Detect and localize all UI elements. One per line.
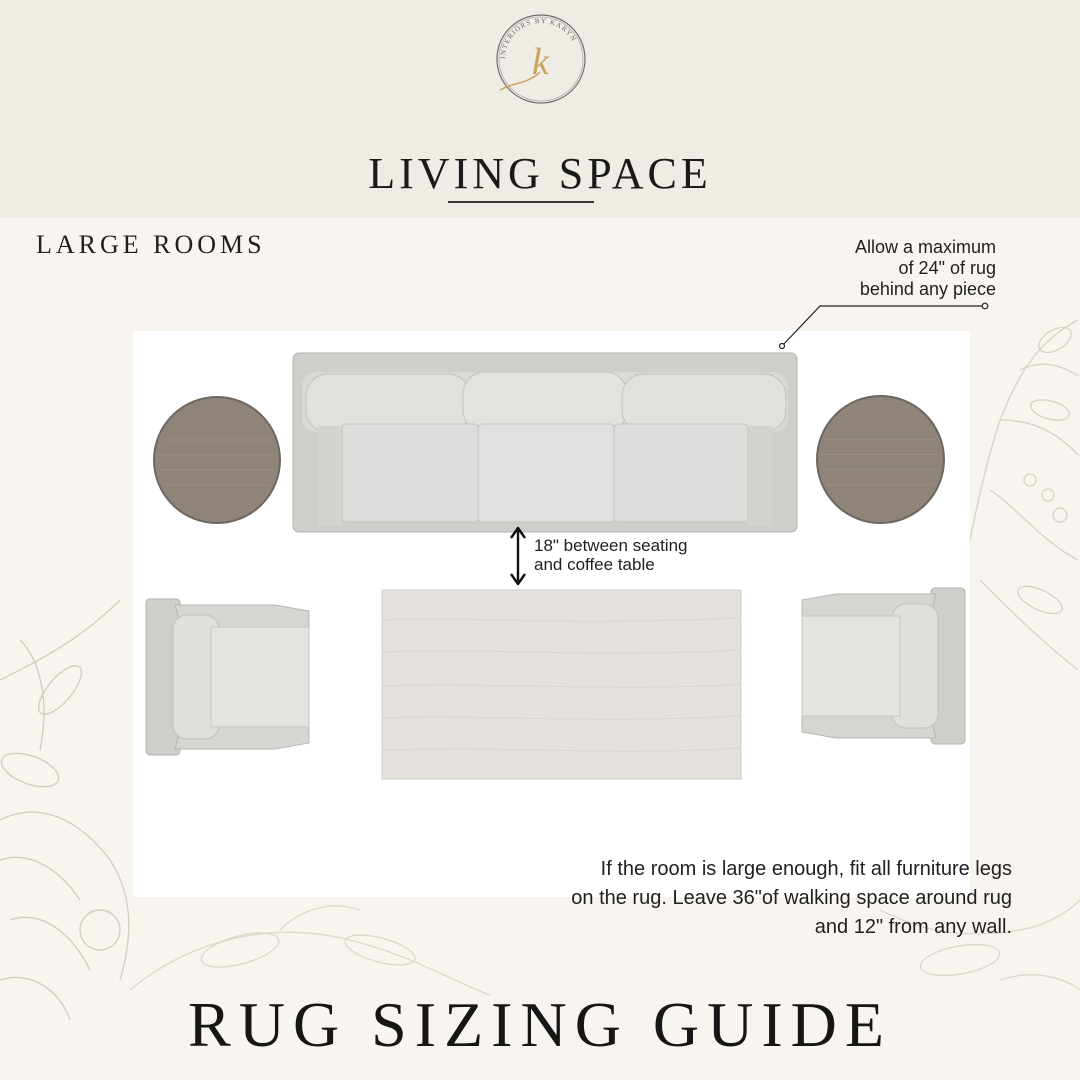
floral-decoration-bottom [130, 880, 490, 1000]
note-line: Allow a maximum [854, 237, 996, 257]
side-table-right [815, 394, 946, 525]
floral-decoration-left [0, 600, 140, 1020]
sofa [292, 352, 798, 533]
note-line: on the rug. Leave 36"of walking space around rug [571, 887, 1012, 909]
armchair-right [800, 586, 966, 746]
note-line: 18" between seating [534, 536, 688, 555]
logo-ring-text: INTERIORS BY KARYN [498, 16, 579, 60]
note-line: If the room is large enough, fit all furniture legs [600, 858, 1012, 880]
note-seating-gap [534, 536, 687, 574]
brand-logo [492, 10, 590, 108]
page-title: LIVING SPACE [368, 149, 712, 198]
guide-title: RUG SIZING GUIDE [188, 989, 892, 1060]
armchair-left [145, 597, 311, 757]
coffee-table [382, 590, 741, 779]
note-line: and 12" from any wall. [814, 916, 1012, 938]
spacing-arrow [509, 526, 527, 586]
note-max-rug-behind [800, 237, 996, 300]
note-large-room-rule [470, 855, 1012, 942]
logo-monogram: k [532, 41, 549, 83]
note-line: of 24" of rug [898, 258, 996, 278]
note-line: and coffee table [534, 555, 655, 574]
section-label: LARGE ROOMS [36, 230, 266, 259]
leader-line [778, 300, 992, 350]
title-underline [448, 201, 594, 203]
note-line: behind any piece [859, 279, 996, 299]
side-table-left [152, 395, 282, 525]
